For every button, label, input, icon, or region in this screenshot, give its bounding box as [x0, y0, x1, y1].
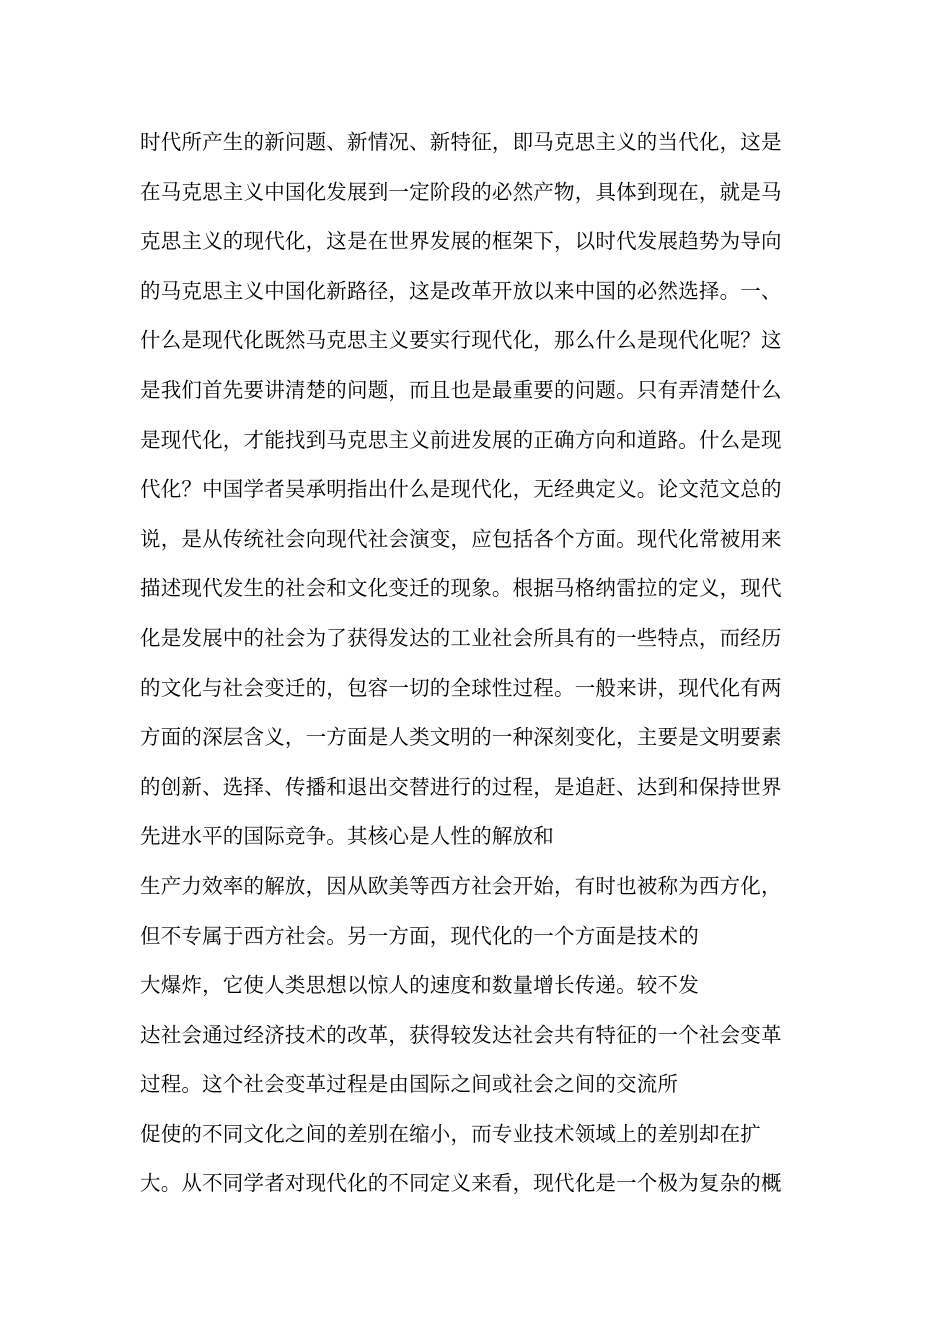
text-line: 大。从不同学者对现代化的不同定义来看，现代化是一个极为复杂的概	[140, 1171, 782, 1196]
text-line: 什么是现代化既然马克思主义要实行现代化，那么什么是现代化呢？这	[140, 328, 782, 353]
text-line: 时代所产生的新问题、新情况、新特征，即马克思主义的当代化，这是	[140, 130, 782, 154]
text-line: 生产力效率的解放，因从欧美等西方社会开始，有时也被称为西方化，	[140, 873, 782, 898]
text-line: 过程。这个社会变革过程是由国际之间或社会之间的交流所	[140, 1072, 679, 1097]
body-text	[140, 118, 840, 1209]
text-line: 代化？中国学者吴承明指出什么是现代化，无经典定义。论文范文总的	[140, 477, 782, 502]
text-line: 的创新、选择、传播和退出交替进行的过程，是追赶、达到和保持世界	[140, 774, 782, 799]
text-line: 在马克思主义中国化发展到一定阶段的必然产物，具体到现在，就是马	[140, 179, 782, 204]
text-line: 是我们首先要讲清楚的问题，而且也是最重要的问题。只有弄清楚什么	[140, 377, 782, 402]
text-line: 克思主义的现代化，这是在世界发展的框架下，以时代发展趋势为导向	[140, 229, 782, 254]
text-line: 是现代化，才能找到马克思主义前进发展的正确方向和道路。什么是现	[140, 427, 782, 452]
text-line: 促使的不同文化之间的差别在缩小，而专业技术领域上的差别却在扩	[140, 1121, 761, 1146]
text-line: 的文化与社会变迁的，包容一切的全球性过程。一般来讲，现代化有两	[140, 675, 782, 700]
text-line: 的马克思主义中国化新路径，这是改革开放以来中国的必然选择。一、	[140, 278, 782, 303]
text-line: 大爆炸，它使人类思想以惊人的速度和数量增长传递。较不发	[140, 973, 699, 998]
text-line: 化是发展中的社会为了获得发达的工业社会所具有的一些特点，而经历	[140, 625, 782, 650]
text-line: 达社会通过经济技术的改革，获得较发达社会共有特征的一个社会变革	[140, 1022, 782, 1047]
text-line: 先进水平的国际竞争。其核心是人性的解放和	[140, 824, 554, 849]
text-line: 方面的深层含义，一方面是人类文明的一种深刻变化，主要是文明要素	[140, 725, 782, 750]
text-line: 但不专属于西方社会。另一方面，现代化的一个方面是技术的	[140, 923, 699, 948]
text-line: 描述现代发生的社会和文化变迁的现象。根据马格纳雷拉的定义，现代	[140, 576, 782, 601]
text-line: 说，是从传统社会向现代社会演变，应包括各个方面。现代化常被用来	[140, 526, 782, 551]
